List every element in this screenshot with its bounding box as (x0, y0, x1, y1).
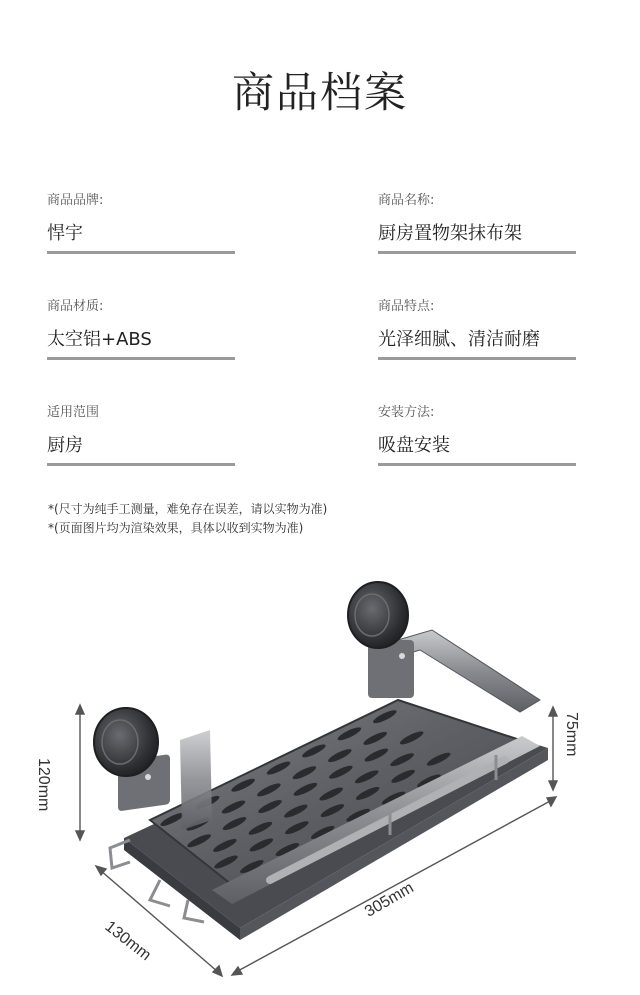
field-scope (47, 401, 235, 466)
field-install-value: 吸盘安装 (378, 435, 450, 456)
field-material-label: 商品材质: (47, 299, 104, 314)
dimension-rail-height: 75mm (563, 712, 580, 757)
dimension-width: 305mm (362, 879, 417, 921)
field-name-value: 厨房置物架抹布架 (378, 223, 522, 244)
field-scope-value: 厨房 (47, 435, 83, 456)
note-rendering: *(页面图片均为渲染效果，具体以收到实物为准) (48, 521, 304, 535)
field-divider (378, 251, 576, 254)
suction-cup-icon (348, 582, 408, 648)
field-divider (47, 251, 235, 254)
field-feature-value: 光泽细腻、清洁耐磨 (378, 329, 540, 350)
field-divider (47, 463, 235, 466)
field-feature-label: 商品特点: (378, 299, 435, 314)
field-scope-label: 适用范围 (47, 405, 100, 420)
field-material-value: 太空铝+ABS (47, 329, 152, 350)
note-measurement: *(尺寸为纯手工测量，难免存在误差，请以实物为准) (48, 502, 328, 516)
field-divider (378, 463, 576, 466)
field-name-label: 商品名称: (378, 193, 435, 208)
field-brand (47, 189, 235, 254)
field-install (378, 401, 576, 466)
suction-cup-icon (94, 708, 158, 776)
field-material (47, 295, 235, 360)
page-title: 商品档案 (231, 68, 408, 117)
dimension-height: 120mm (35, 758, 52, 812)
field-install-label: 安装方法: (378, 405, 435, 420)
field-feature (378, 295, 576, 360)
field-name (378, 189, 576, 254)
shelf-rack-image (0, 560, 640, 991)
field-brand-value: 悍宇 (47, 223, 83, 244)
dimension-depth: 130mm (101, 918, 155, 965)
field-divider (378, 357, 576, 360)
field-divider (47, 357, 235, 360)
field-brand-label: 商品品牌: (47, 193, 104, 208)
product-illustration (0, 560, 640, 991)
